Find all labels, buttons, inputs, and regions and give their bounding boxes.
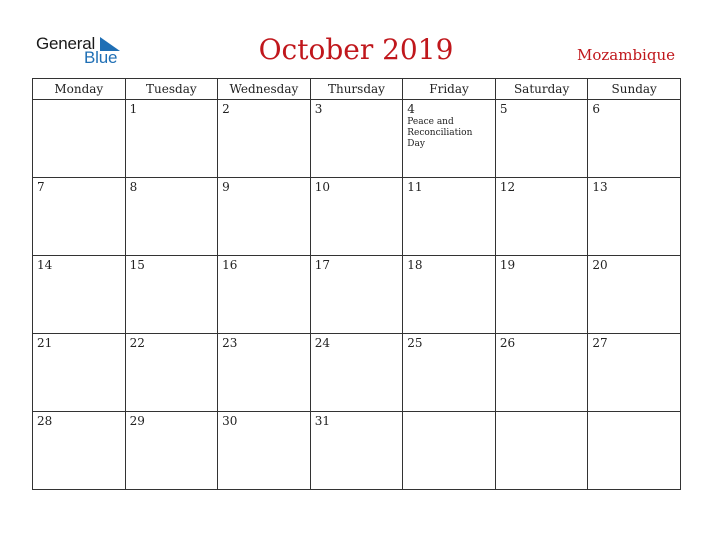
country-label: Mozambique [577,46,675,64]
day-cell [495,334,588,412]
day-number: 5 [499,102,508,116]
day-cell [125,412,218,490]
day-number: 9 [222,180,230,194]
day-number: 7 [37,180,45,194]
week-row [33,334,681,412]
day-cell [310,178,403,256]
day-number: 22 [129,336,145,350]
day-cell [125,178,218,256]
day-number [588,412,680,414]
day-number [403,412,495,414]
day-cell [403,256,496,334]
day-number: 3 [314,102,323,116]
day-number: 26 [499,336,516,350]
day-number: 8 [129,180,138,194]
day-number: 18 [407,258,423,272]
weekday-header: Tuesday [125,79,218,100]
day-number: 4 [407,102,415,116]
day-cell [588,412,681,490]
day-cell [33,334,126,412]
logo-word-general: General [36,34,96,53]
day-cell [310,256,403,334]
day-cell [403,334,496,412]
day-number: 12 [499,180,516,194]
day-cell [33,100,126,178]
day-number: 20 [592,258,608,272]
day-number: 31 [314,414,330,428]
day-number: 25 [407,336,423,350]
day-number [496,412,588,414]
day-cell [588,334,681,412]
day-cell [33,178,126,256]
day-cell [310,334,403,412]
day-number: 13 [592,180,608,194]
day-cell [218,256,311,334]
weekday-header-row [33,79,681,100]
day-number: 28 [37,414,53,428]
day-number: 2 [222,102,230,116]
day-cell [218,412,311,490]
day-number: 27 [592,336,608,350]
day-number: 29 [129,414,145,428]
day-number: 6 [592,102,601,116]
day-cell [218,334,311,412]
calendar-grid [32,78,681,490]
day-number: 1 [129,102,138,116]
day-number: 23 [222,336,238,350]
day-cell [403,412,496,490]
week-row [33,256,681,334]
day-cell [495,412,588,490]
day-number: 10 [314,180,330,194]
weekday-header: Sunday [588,79,681,100]
day-cell [495,178,588,256]
day-cell [495,256,588,334]
weekday-header: Thursday [310,79,403,100]
day-number: 17 [314,258,330,272]
week-row [33,100,681,178]
week-row [33,412,681,490]
day-cell [125,334,218,412]
day-number: 14 [37,258,53,272]
day-cell [218,100,311,178]
day-cell [403,100,496,178]
day-cell [33,256,126,334]
calendar-body [33,100,681,490]
day-number: 15 [129,258,145,272]
day-number [33,100,125,102]
day-number: 30 [222,414,238,428]
day-cell [588,178,681,256]
day-number: 24 [314,336,330,350]
weekday-header: Friday [403,79,496,100]
holiday-label: Peace and Reconciliation Day [407,117,473,149]
day-cell [125,256,218,334]
day-cell [125,100,218,178]
day-cell [588,256,681,334]
weekday-header: Wednesday [218,79,311,100]
day-cell [218,178,311,256]
day-cell [588,100,681,178]
day-cell [403,178,496,256]
calendar-title: October 2019 [258,33,454,66]
day-cell [33,412,126,490]
week-row [33,178,681,256]
day-cell [310,100,403,178]
weekday-header: Monday [33,79,126,100]
day-number: 16 [222,258,238,272]
day-number: 11 [407,180,423,194]
day-number: 19 [499,258,516,272]
day-cell [495,100,588,178]
day-cell [310,412,403,490]
weekday-header: Saturday [495,79,588,100]
logo-word-blue: Blue [84,48,118,67]
day-number: 21 [37,336,53,350]
